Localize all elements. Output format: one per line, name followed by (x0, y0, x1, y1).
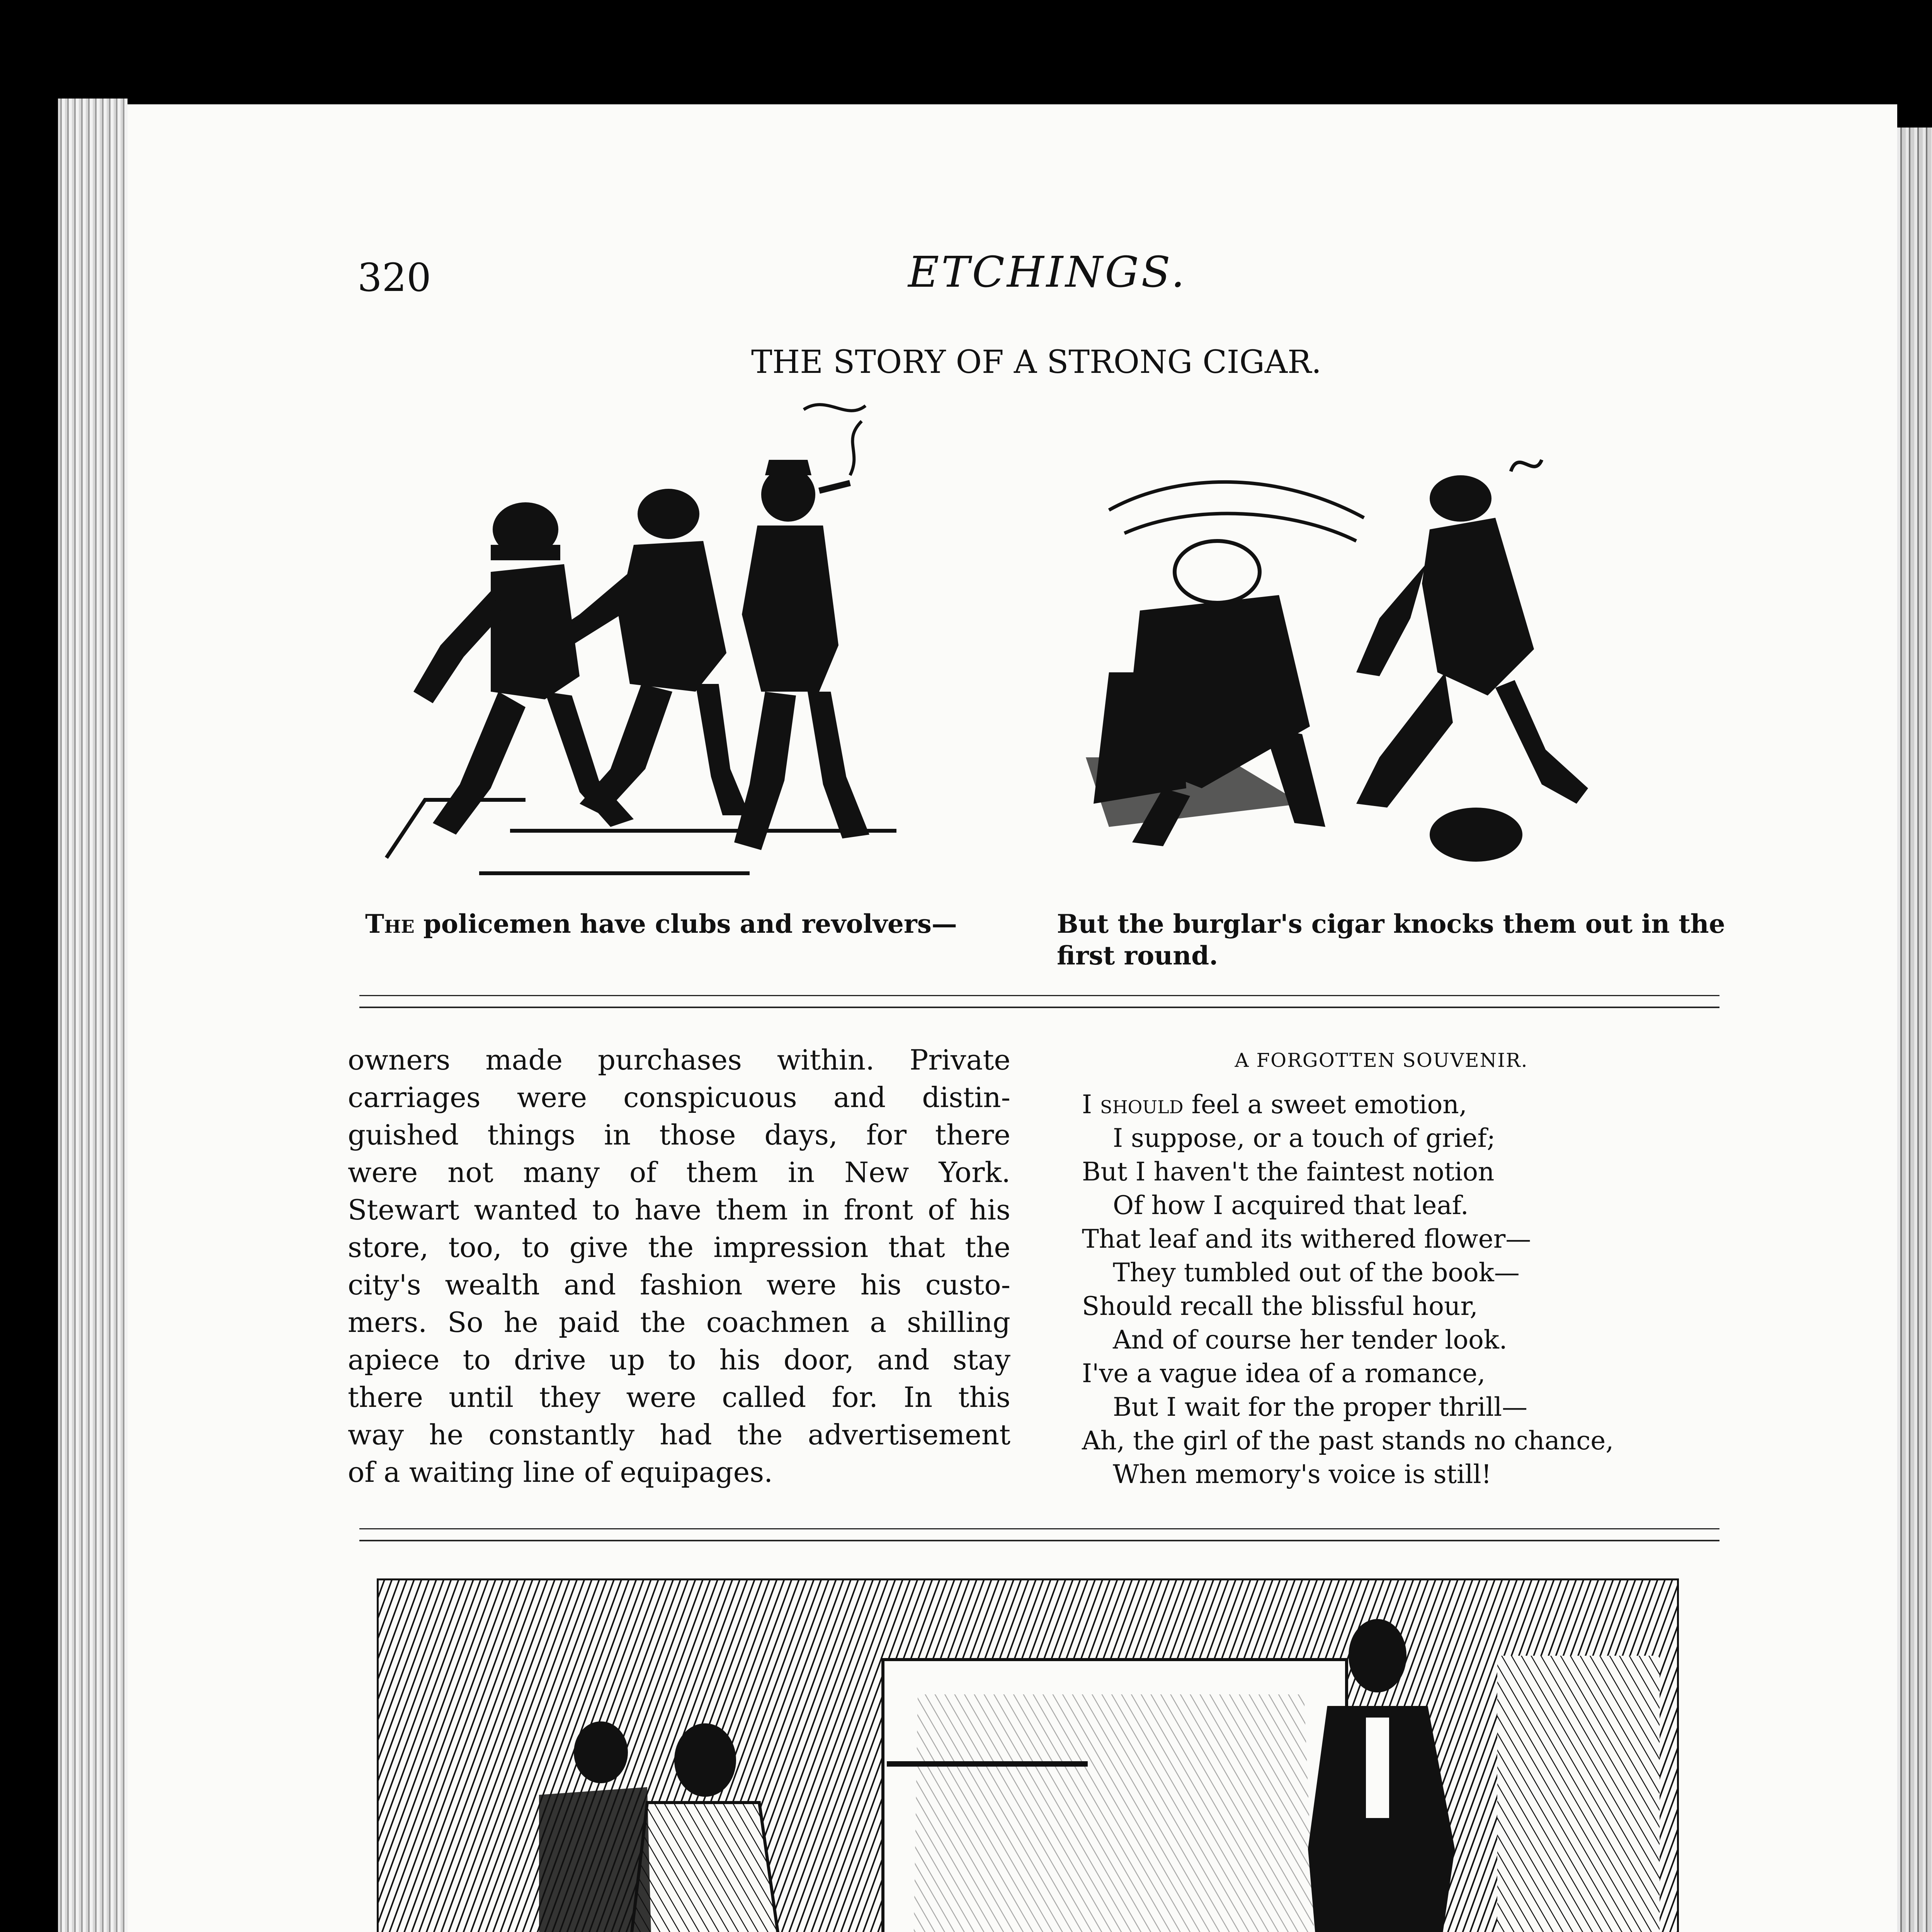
caption-left-text: policemen have clubs and revolvers— (414, 909, 957, 939)
divider-rule-top-double (359, 1007, 1719, 1008)
article-text (348, 1041, 1010, 1491)
article-line: apiece to drive up to his door, and stay (348, 1344, 1010, 1376)
poem (1082, 1088, 1614, 1491)
poem-line: That leaf and its withered flower— (1082, 1224, 1531, 1254)
page-number: 320 (357, 255, 431, 300)
article-line: carriages were conspicuous and distin- (348, 1081, 1010, 1114)
poem-line: When memory's voice is still! (1113, 1459, 1492, 1489)
article-line: mers. So he paid the coachmen a shilling (348, 1306, 1010, 1338)
cartoon-right-illustration (1063, 456, 1700, 873)
poem-first-word: I should (1082, 1090, 1184, 1119)
article-line: store, too, to give the impression that the (348, 1231, 1010, 1264)
poem-line (1082, 1088, 1614, 1121)
divider-rule-mid-double (359, 1540, 1719, 1541)
article-line: way he constantly had the advertisement (348, 1418, 1010, 1451)
poem-line: But I haven't the faintest notion (1082, 1157, 1495, 1187)
divider-rule-top (359, 995, 1719, 996)
poem-line: They tumbled out of the book— (1113, 1258, 1520, 1287)
poem-line: I've a vague idea of a romance, (1082, 1359, 1486, 1388)
burglar-figure (734, 460, 869, 850)
article-line: guished things in those days, for there (348, 1119, 1010, 1151)
cartoon-title: THE STORY OF A STRONG CIGAR. (751, 344, 1321, 381)
caption-left-first-word: The (365, 909, 415, 939)
article-line: there until they were called for. In this (348, 1381, 1010, 1413)
poem-line: But I wait for the proper thrill— (1113, 1392, 1528, 1422)
article-line: were not many of them in New York. (348, 1156, 1010, 1189)
parlor-illustration (377, 1578, 1679, 1932)
poem-line: And of course her tender look. (1113, 1325, 1507, 1355)
poem-title: A FORGOTTEN SOUVENIR. (1235, 1049, 1528, 1071)
cartoon-left-illustration (363, 398, 958, 896)
divider-rule-mid (359, 1528, 1719, 1529)
caption-right: But the burglar's cigar knocks them out in the first round. (1057, 909, 1725, 971)
poem-line: Should recall the blissful hour, (1082, 1291, 1478, 1321)
article-line: of a waiting line of equipages. (348, 1456, 773, 1488)
poem-line: Of how I acquired that leaf. (1113, 1190, 1469, 1220)
article-line: Stewart wanted to have them in front of his (348, 1194, 1010, 1226)
article-line: city's wealth and fashion were his custo- (348, 1269, 1010, 1301)
poem-first-line-text: feel a sweet emotion, (1183, 1090, 1467, 1119)
running-head: ETCHINGS. (908, 247, 1187, 297)
article-line: owners made purchases within. Private (348, 1044, 1010, 1076)
poem-line: I suppose, or a touch of grief; (1113, 1123, 1496, 1153)
poem-line: Ah, the girl of the past stands no chance, (1082, 1426, 1614, 1456)
caption-left (365, 908, 957, 940)
book-edge-right (1897, 128, 1932, 1932)
